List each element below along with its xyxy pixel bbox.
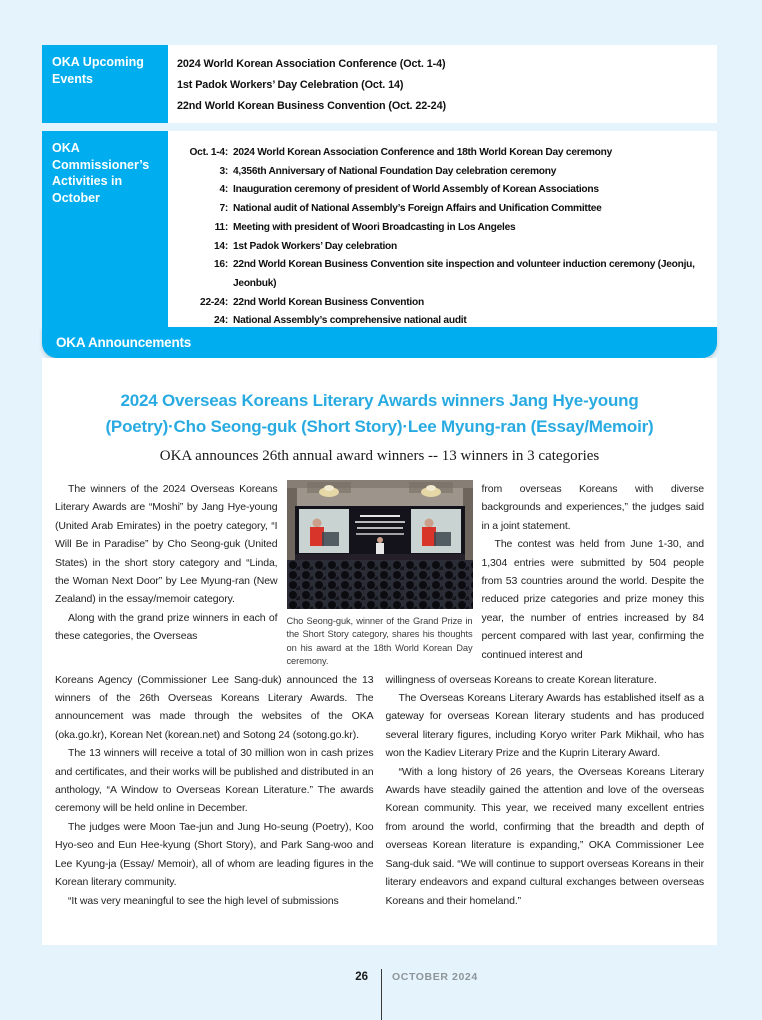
activity-date: 24: xyxy=(214,315,228,327)
page-number: 26 xyxy=(355,971,368,983)
activity-date: 22-24: xyxy=(200,296,228,308)
footer-divider-line xyxy=(381,969,382,1020)
event-item: 22nd World Korean Business Convention (Oct. 22-24) xyxy=(177,100,446,112)
article-paragraph: from overseas Koreans with diverse backgrounds and experiences,” the judges said in a joint statement. xyxy=(481,483,704,532)
upcoming-events-list xyxy=(168,45,717,123)
article-column-left-top xyxy=(55,480,278,669)
article-subtitle: OKA announces 26th annual award winners -- 13 winners in 3 categories xyxy=(159,448,600,464)
activity-item xyxy=(176,144,713,163)
article-paragraph: The contest was held from June 1-30, and 1,304 entries were submitted by 504 people from 53 countries around the world. Despite the reduced prize categories and prize money this year, the number of entries increased by 84 percent compared with last year, confirming the continued interest and xyxy=(481,538,704,661)
page-footer xyxy=(318,971,478,983)
ceremony-photo xyxy=(287,480,473,609)
article-paragraph: The judges were Moon Tae-jun and Jung Ho-seung (Poetry), Koo Hyo-seo and Eun Hee-kyung (Short Story), and Park Sang-woo and Lee Kyung-ja (Essay/ Memoir), all of whom are leading figures in the Korean literary community. xyxy=(55,820,374,889)
article-figure xyxy=(287,480,473,669)
commissioner-activities-label: OKA Commissioner’s Activities in October xyxy=(42,131,168,339)
upcoming-events-label: OKA Upcoming Events xyxy=(42,45,168,123)
activity-date: 3: xyxy=(219,165,228,177)
activity-date: Oct. 1-4: xyxy=(189,147,228,158)
activity-item xyxy=(176,200,713,219)
article xyxy=(42,358,717,945)
article-paragraph: Along with the grand prize winners in each of these categories, the Overseas xyxy=(55,611,278,643)
activity-text: 22nd World Korean Business Convention site inspection and volunteer induction ceremony (Jeonju, Jeonbuk) xyxy=(233,259,695,289)
article-paragraph: The winners of the 2024 Overseas Koreans Literary Awards are “Moshi” by Jang Hye-young (United Arab Emirates) in the poetry category, “I Will Be in Paradise” by Cho Seong-guk (United States) in the short story category and “Linda, the Woman Next Door” by Lee Myung-ran (New Zealand) in the essay/memoir category. xyxy=(55,483,278,606)
activity-item xyxy=(176,163,713,182)
activity-date: 7: xyxy=(219,203,228,215)
ceremony-photo-illustration xyxy=(287,480,473,609)
activity-item xyxy=(176,181,713,200)
article-title-line1: 2024 Overseas Koreans Literary Awards winners Jang Hye-young xyxy=(120,391,639,410)
activity-text: Meeting with president of Woori Broadcasting in Los Angeles xyxy=(233,221,516,233)
article-paragraph: Koreans Agency (Commissioner Lee Sang-duk) announced the 13 winners of the 26th Overseas Koreans Literary Awards. The announcement was made through the websites of the OKA (oka.go.kr), Korean Net (korean.net) and Sotong 24 (sotong.go.kr). xyxy=(55,673,374,741)
activity-item xyxy=(176,219,713,238)
activity-text: 1st Padok Workers’ Day celebration xyxy=(233,240,398,252)
photo-caption: Cho Seong-guk, winner of the Grand Prize in the Short Story category, shares his thoughts on his award at the 18th World Korean Day ceremony. xyxy=(286,616,473,667)
commissioner-activities-section xyxy=(42,131,717,339)
article-title-line2: (Poetry)·Cho Seong-guk (Short Story)·Lee Myung-ran (Essay/Memoir) xyxy=(105,417,654,436)
activity-item xyxy=(176,256,713,293)
article-paragraph: “With a long history of 26 years, the Overseas Koreans Literary Awards have steadily gained the attention and love of the overseas Korean community. This year, we received many excellent entries from around the world, confirming that the breadth and depth of overseas Korean literature is expanding,” OKA Commissioner Lee Sang-duk said. “We will continue to support overseas Koreans in their literary endeavors and expand cultural exchanges between overseas Koreans and their homeland.” xyxy=(385,765,704,907)
activity-text: Inauguration ceremony of president of World Assembly of Korean Associations xyxy=(233,184,599,196)
article-column-left-bottom xyxy=(55,671,374,910)
article-body-top xyxy=(55,480,704,669)
activity-text: National audit of National Assembly’s Foreign Affairs and Unification Committee xyxy=(233,203,602,215)
event-item: 2024 World Korean Association Conference (Oct. 1-4) xyxy=(177,58,446,70)
commissioner-activities-list xyxy=(168,131,717,339)
activity-text: National Assembly’s comprehensive national audit xyxy=(233,315,467,327)
article-title xyxy=(55,388,704,440)
activity-date: 4: xyxy=(219,184,228,196)
article-paragraph: willingness of overseas Koreans to create Korean literature. xyxy=(385,673,657,686)
activity-date: 16: xyxy=(214,259,228,271)
article-column-right-top xyxy=(482,480,705,669)
article-paragraph: “It was very meaningful to see the high level of submissions xyxy=(68,894,339,907)
activity-item xyxy=(176,238,713,257)
article-column-right-bottom xyxy=(386,671,705,910)
activity-date: 14: xyxy=(214,240,228,252)
activity-text: 22nd World Korean Business Convention xyxy=(233,296,424,308)
activity-date: 11: xyxy=(214,221,228,233)
activity-text: 4,356th Anniversary of National Foundation Day celebration ceremony xyxy=(233,165,557,177)
upcoming-events-section xyxy=(42,45,717,123)
issue-label: OCTOBER 2024 xyxy=(392,971,478,983)
article-paragraph: The 13 winners will receive a total of 30 million won in cash prizes and certificates, and their works will be published and distributed in an anthology, “A Window to Overseas Korean Literature.” The awards ceremony will be held online in December. xyxy=(55,747,374,815)
article-body-bottom xyxy=(55,671,704,910)
event-item: 1st Padok Workers’ Day Celebration (Oct. 14) xyxy=(177,79,404,91)
activity-text: 2024 World Korean Association Conference and 18th World Korean Day ceremony xyxy=(233,147,613,158)
article-paragraph: The Overseas Koreans Literary Awards has established itself as a gateway for overseas Korean literary students and has produced several literary figures, including Koryo writer Park Mikhail, who has won the Kadiev Literary Prize and the Kuprin Literary Award. xyxy=(385,692,704,760)
announcements-banner: OKA Announcements xyxy=(42,327,717,358)
activity-item xyxy=(176,294,713,313)
